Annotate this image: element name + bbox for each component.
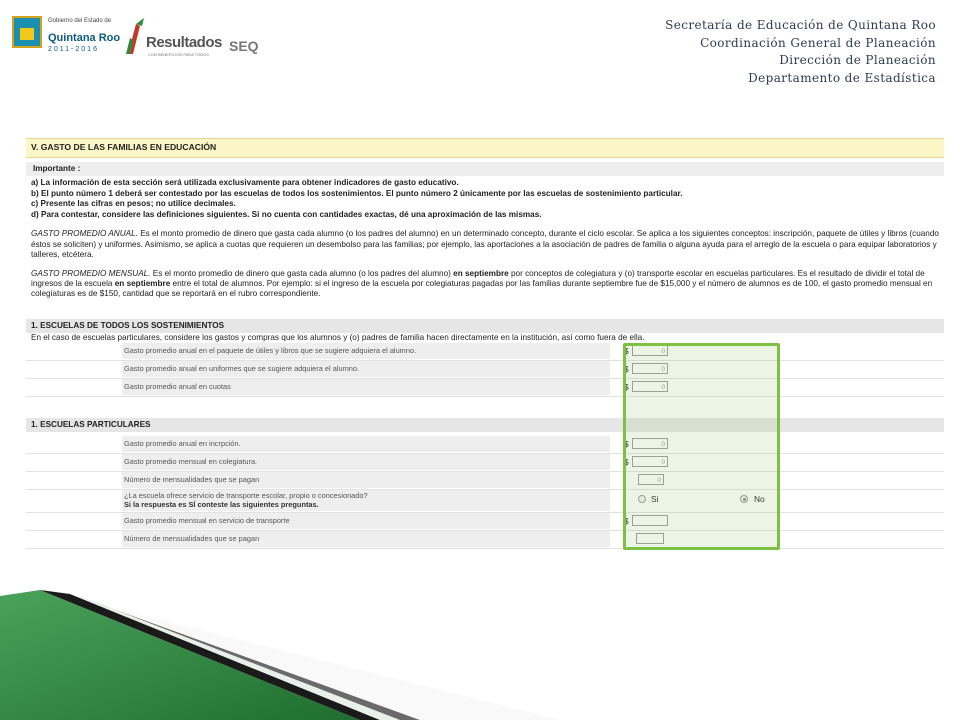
quintana-roo-logo	[12, 14, 121, 56]
definition-term: GASTO PROMEDIO MENSUAL.	[31, 268, 151, 278]
colegiatura-amount-input[interactable]: 0	[632, 456, 668, 467]
org-line: Coordinación General de Planeación	[700, 35, 936, 50]
currency-symbol: $	[624, 438, 629, 449]
cuotas-amount-input[interactable]: 0	[632, 381, 668, 392]
resultados-word: Resultados	[146, 34, 222, 51]
org-line: Dirección de Planeación	[779, 53, 936, 67]
definition-mensual	[26, 269, 944, 300]
resultados-sub: CON BENEFICIOS PARA TODOS	[148, 52, 209, 57]
row-label: Gasto promedio mensual en servicio de transporte	[122, 513, 610, 529]
currency-symbol: $	[624, 345, 629, 356]
currency-symbol: $	[624, 363, 629, 374]
transport-note: Si la respuesta es SÍ conteste las siguientes preguntas.	[124, 500, 319, 510]
table-row	[26, 436, 944, 454]
row-label	[122, 490, 610, 511]
org-block	[665, 17, 936, 87]
radio-si[interactable]	[638, 495, 646, 503]
radio-no[interactable]	[740, 495, 748, 503]
mensualidades-input[interactable]: 0	[638, 474, 664, 485]
definition-text: Es el monto promedio de dinero que gasta cada alumno (o los padres del alumno) en un determinado concepto, durante el ciclo escolar. Se aplica a los siguientes conceptos: inscripción, paquete de útiles y libros (cuando éstos se soliciten) y uniformes. Asimismo, se aplica a cuotas que requieren un desembolso para las familias; por ejemplo, las aportaciones a la asociación de padres de familia o alguna ayuda para el arreglo de la escuela o para equipar laboratorios y talleres, etcétera.	[31, 229, 939, 260]
gov-years: 2011-2016	[48, 46, 99, 53]
seq-logo: SEQ	[229, 38, 259, 54]
org-line: Secretaría de Educación de Quintana Roo	[665, 18, 936, 32]
row-label: Gasto promedio anual en incrpción.	[122, 436, 610, 452]
inscripcion-amount-input[interactable]: 0	[632, 438, 668, 449]
important-list	[26, 176, 944, 222]
table-row	[26, 379, 944, 397]
row-label: Número de mensualidades que se pagan	[122, 472, 610, 488]
table-row	[26, 361, 944, 379]
definition-anual	[26, 229, 944, 260]
row-label: Gasto promedio anual en el paquete de útiles y libros que se sugiere adquiera el alumno.	[122, 343, 610, 359]
definition-term: GASTO PROMEDIO ANUAL.	[31, 229, 138, 239]
resultados-logo	[124, 16, 220, 60]
radio-si-label: Si	[651, 493, 659, 504]
section-title: V. GASTO DE LAS FAMILIAS EN EDUCACIÓN	[26, 138, 944, 158]
definition-emphasis: en septiembre	[453, 268, 509, 278]
currency-symbol: $	[624, 381, 629, 392]
important-item: c) Presente las cifras en pesos; no utilice decimales.	[31, 199, 236, 209]
transport-question-row	[26, 490, 944, 513]
definition-text: Es el monto promedio de dinero que gasta cada alumno (o los padres del alumno)	[150, 268, 454, 278]
gov-name: Quintana Roo	[48, 32, 121, 44]
row-label: Gasto promedio mensual en colegiatura.	[122, 454, 610, 470]
table-row	[26, 531, 944, 549]
table-row	[26, 472, 944, 490]
definition-emphasis: en septiembre	[114, 279, 171, 288]
part2-title: 1. ESCUELAS PARTICULARES	[26, 418, 944, 432]
important-item: d) Para contestar, considere las definiciones siguientes. Si no cuenta con cantidades exactas, dé una aproximación de las mismas.	[31, 209, 542, 219]
decorative-arrow-icon	[0, 590, 560, 720]
table-row	[26, 454, 944, 472]
important-label: Importante :	[26, 162, 944, 176]
currency-symbol: $	[624, 515, 629, 526]
radio-no-label: No	[754, 493, 765, 504]
transporte-mensualidades-input[interactable]	[636, 533, 664, 544]
resultados-mark-icon	[124, 18, 148, 56]
transport-question: ¿La escuela ofrece servicio de transporte escolar, propio o concesionado?	[124, 490, 368, 500]
important-item: a) La información de esta sección será utilizada exclusivamente para obtener indicadores de gasto educativo.	[31, 178, 459, 187]
org-line: Departamento de Estadística	[748, 70, 936, 85]
uniformes-amount-input[interactable]: 0	[632, 363, 668, 374]
important-item: b) El punto número 1 deberá ser contestado por las escuelas de todos los sostenimientos. El punto número 2 únicamente por las escuelas de sostenimiento particular.	[31, 188, 683, 198]
currency-symbol: $	[624, 456, 629, 467]
part1-title: 1. ESCUELAS DE TODOS LOS SOSTENIMIENTOS	[26, 319, 944, 333]
row-label: Gasto promedio anual en cuotas	[122, 379, 610, 395]
row-label: Número de mensualidades que se pagan	[122, 531, 610, 547]
part1-note: En el caso de escuelas particulares, considere los gastos y compras que los alumnos y (o) padres de familia hacen directamente en la institución, así como fuera de ella.	[31, 332, 645, 342]
table-row	[26, 343, 944, 361]
state-emblem-icon	[12, 16, 42, 48]
gov-small-text: Gobierno del Estado de	[48, 18, 112, 24]
table-row	[26, 513, 944, 531]
row-label: Gasto promedio anual en uniformes que se sugiere adquiera el alumno.	[122, 361, 610, 377]
definition-text: por conceptos de colegiatura y (o) transporte escolar en escuelas particulares. Es el resultado de dividir el total de ingresos de la escuela	[31, 268, 925, 288]
transporte-amount-input[interactable]	[632, 515, 668, 526]
definition-text: entre el total de alumnos. Por ejemplo: si el ingreso de la escuela por colegiaturas pagadas por las familias durante septiembre fue de $15,000 y el número de alumnos es de 100, el gasto promedio mensual en colegiaturas es de $150, cantidad que se reportará en el rubro correspondiente.	[31, 279, 933, 299]
utiles-amount-input[interactable]: 0	[632, 345, 668, 356]
family-spending-form	[26, 138, 944, 549]
